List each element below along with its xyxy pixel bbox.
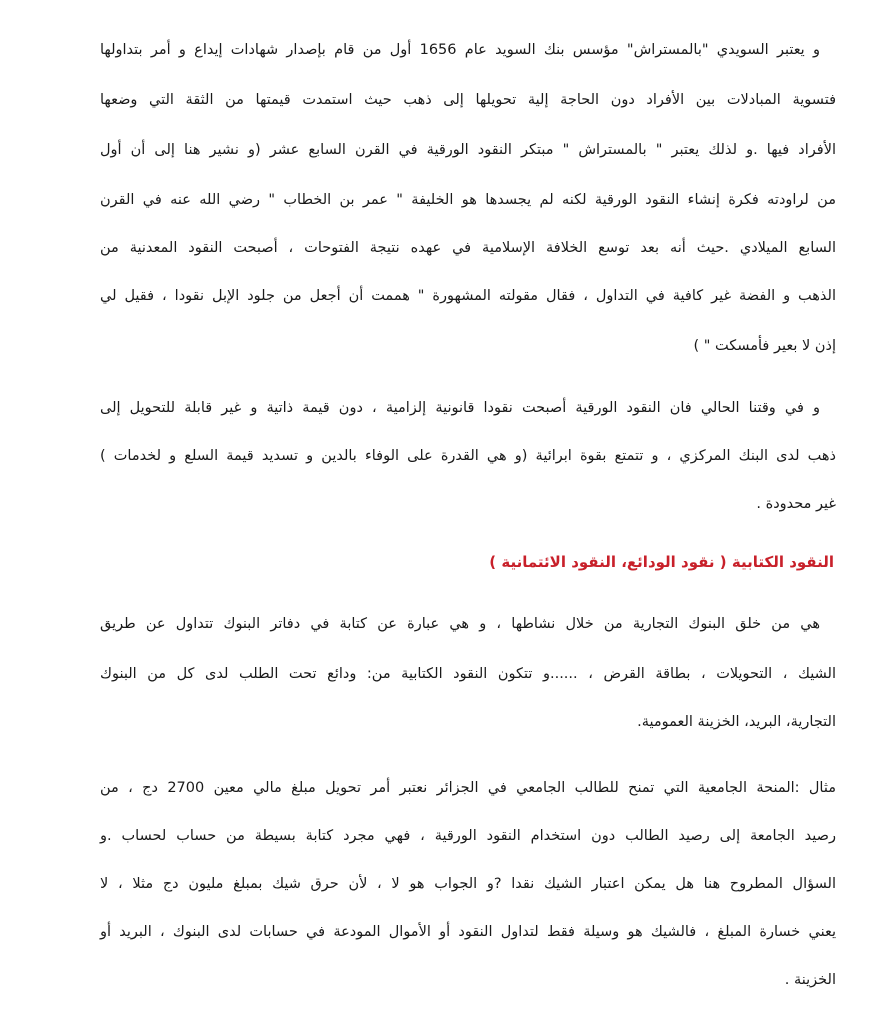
text-line: هي من خلق البنوك التجارية من خلال نشاطها ، و هي عبارة عن كتابة في دفاتر البنوك تتداول عن طريق bbox=[100, 616, 820, 632]
text-line: يعني خسارة المبلغ ، فالشيك هو وسيلة فقط لتداول النقود أو الأموال المودعة في حسابات لدى البنوك ، البريد أو bbox=[100, 924, 836, 940]
text-line: ذهب لدى البنك المركزي ، و تتمتع بقوة ابرائية (و هي القدرة على الوفاء بالدين و تسديد قيمة السلع و لخدمات ) bbox=[100, 448, 836, 464]
text-line: فتسوية المبادلات بين الأفراد دون الحاجة إلية تحويلها إلى ذهب حيث استمدت قيمتها من الثقة التي وضعها bbox=[100, 92, 836, 108]
text-line: التجارية، البريد، الخزينة العمومية. bbox=[637, 714, 836, 730]
text-line: غير محدودة . bbox=[756, 496, 836, 512]
text-line: الأفراد فيها .و لذلك يعتبر " بالمستراش " مبتكر النقود الورقية في القرن السابع عشر (و نشير هنا إلى أن أول bbox=[100, 142, 836, 158]
text-line: إذن لا بعير فأمسكت " ) bbox=[693, 338, 836, 354]
section-heading: النقود الكتابية ( نقود الودائع، النقود الائتمانية ) bbox=[489, 553, 834, 571]
text-line: الذهب و الفضة غير كافية في التداول ، فقال مقولته المشهورة " هممت أن أجعل من جلود الإبل نقودا ، فقيل لي bbox=[100, 288, 836, 304]
text-line: السابع الميلادي .حيث أنه بعد توسع الخلافة الإسلامية في عهده نتيجة الفتوحات ، أصبحت النقود المعدنية من bbox=[100, 240, 836, 256]
text-line: رصيد الجامعة إلى رصيد الطالب دون استخدام النقود الورقية ، فهي مجرد كتابة بسيطة من حساب لحساب .و bbox=[100, 828, 836, 844]
text-line: مثال :المنحة الجامعية التي تمنح للطالب الجامعي في الجزائر نعتبر أمر تحويل مبلغ مالي معين 2700 دج ، من bbox=[100, 780, 836, 796]
text-line: السؤال المطروح هنا هل يمكن اعتبار الشيك نقدا ?و الجواب هو لا ، لأن حرق شيك بمبلغ مليون دج مثلا ، لا bbox=[100, 876, 836, 892]
text-line: من لراودته فكرة إنشاء النقود الورقية لكنه لم يجسدها هو الخليفة " عمر بن الخطاب " رضي الله عنه في القرن bbox=[100, 192, 836, 208]
text-line: الشيك ، التحويلات ، بطاقة القرض ، ......و تتكون النقود الكتابية من: ودائع تحت الطلب لدى كل من البنوك bbox=[100, 666, 836, 682]
text-line: و في وقتنا الحالي فان النقود الورقية أصبحت نقودا قانونية إلزامية ، دون قيمة ذاتية و غير قابلة للتحويل إلى bbox=[100, 400, 820, 416]
text-line: و يعتبر السويدي "بالمستراش" مؤسس بنك السويد عام 1656 أول من قام بإصدار شهادات إيداع و أمر بتداولها bbox=[100, 42, 820, 58]
text-line: الخزينة . bbox=[784, 972, 836, 988]
